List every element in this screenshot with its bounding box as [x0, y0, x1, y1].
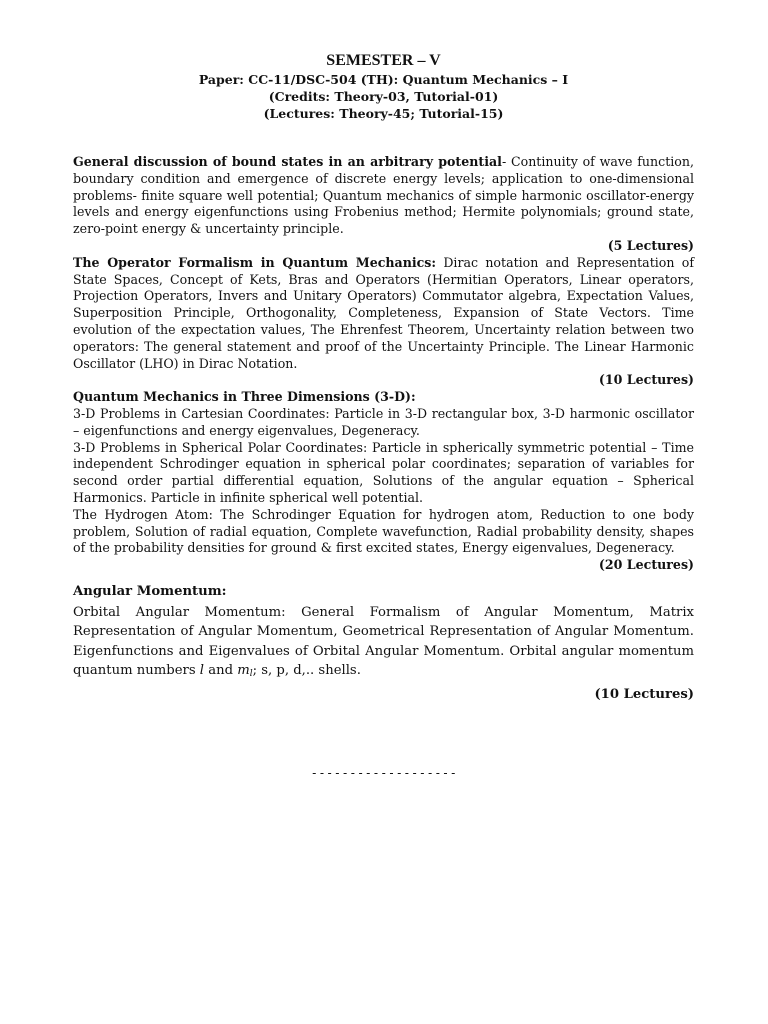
unit-three-dimensions-heading: Quantum Mechanics in Three Dimensions (3-D):: [73, 389, 416, 405]
quantum-number-m: m: [237, 663, 250, 679]
unit-operator-formalism-lectures: (10 Lectures): [598, 372, 694, 388]
semester-title: SEMESTER – V: [326, 52, 441, 69]
unit-bound-states-heading: General discussion of bound states in an arbitrary potential: [73, 154, 502, 169]
unit-angular-momentum-heading: Angular Momentum:: [73, 583, 227, 599]
lectures-line: (Lectures: Theory-45; Tutorial-15): [263, 106, 504, 121]
credits-line: (Credits: Theory-03, Tutorial-01): [268, 89, 499, 104]
header-block: [73, 52, 694, 122]
shells-text: ; s, p, d,.. shells.: [252, 663, 361, 679]
quantum-number-l: l: [199, 663, 205, 679]
unit-angular-momentum-paragraph: [73, 603, 694, 685]
unit-three-dimensions-cartesian: 3-D Problems in Cartesian Coordinates: Particle in 3-D rectangular box, 3-D harmonic oscillator – eigenfunctions and energy eigenvalues, Degeneracy.: [73, 405, 694, 438]
unit-operator-formalism: [73, 255, 694, 389]
unit-three-dimensions: [73, 389, 694, 574]
unit-bound-states-paragraph: [73, 154, 694, 238]
syllabus-body: [73, 154, 694, 704]
unit-operator-formalism-text: Dirac notation and Representation of State Spaces, Concept of Kets, Bras and Operators (Hermitian Operators, Linear operators, Projection Operators, Invers and Unitary Operators) Commutator algebra, Expectation Values, Superposition Principle, Orthogonality, Completeness, Expansion of State Vectors. Time evolution of the expectation values, The Ehrenfest Theorem, Uncertainty relation between two operators: The general statement and proof of the Uncertainty Principle. The Linear Harmonic Oscillator (LHO) in Dirac Notation.: [73, 254, 694, 371]
syllabus-page: [73, 52, 694, 704]
unit-angular-momentum: [73, 582, 694, 705]
unit-angular-momentum-lectures: (10 Lectures): [594, 686, 694, 702]
and-word: and: [204, 663, 238, 679]
unit-bound-states-lectures: (5 Lectures): [607, 237, 694, 253]
unit-three-dimensions-spherical: 3-D Problems in Spherical Polar Coordinates: Particle in spherically symmetric potential – Time independent Schrodinger equation in spherical polar coordinates; separation of variables for second order partial differential equation, Solutions of the angular equation – Spherical Harmonics. Particle in infinite spherical well potential.: [73, 439, 694, 505]
quantum-number-m-subscript: l: [249, 669, 253, 680]
unit-operator-formalism-paragraph: [73, 255, 694, 373]
unit-bound-states: [73, 154, 694, 255]
paper-line: Paper: CC-11/DSC-504 (TH): Quantum Mechanics – I: [198, 72, 569, 87]
unit-three-dimensions-hydrogen: The Hydrogen Atom: The Schrodinger Equation for hydrogen atom, Reduction to one body problem, Solution of radial equation, Complete wavefunction, Radial probability density, shapes of the probability densities for ground & first excited states, Energy eigenvalues, Degeneracy.: [73, 506, 694, 556]
end-divider: -------------------: [310, 766, 458, 780]
unit-bound-states-text: - Continuity of wave function, boundary condition and emergence of discrete energy levels; application to one-dimensional problems- finite square well potential; Quantum mechanics of simple harmonic oscillator-energy levels and energy eigenfunctions using Frobenius method; Hermite polynomials; ground state, zero-point energy & uncertainty principle.: [73, 154, 694, 237]
unit-angular-momentum-text: Orbital Angular Momentum: General Formalism of Angular Momentum, Matrix Representation of Angular Momentum, Geometrical Representation of Angular Momentum. Eigenfunctions and Eigenvalues of Orbital Angular Momentum. Orbital angular momentum quantum numbers: [73, 604, 694, 679]
unit-three-dimensions-lectures: (20 Lectures): [598, 557, 694, 573]
unit-operator-formalism-heading: The Operator Formalism in Quantum Mechanics:: [73, 254, 437, 270]
